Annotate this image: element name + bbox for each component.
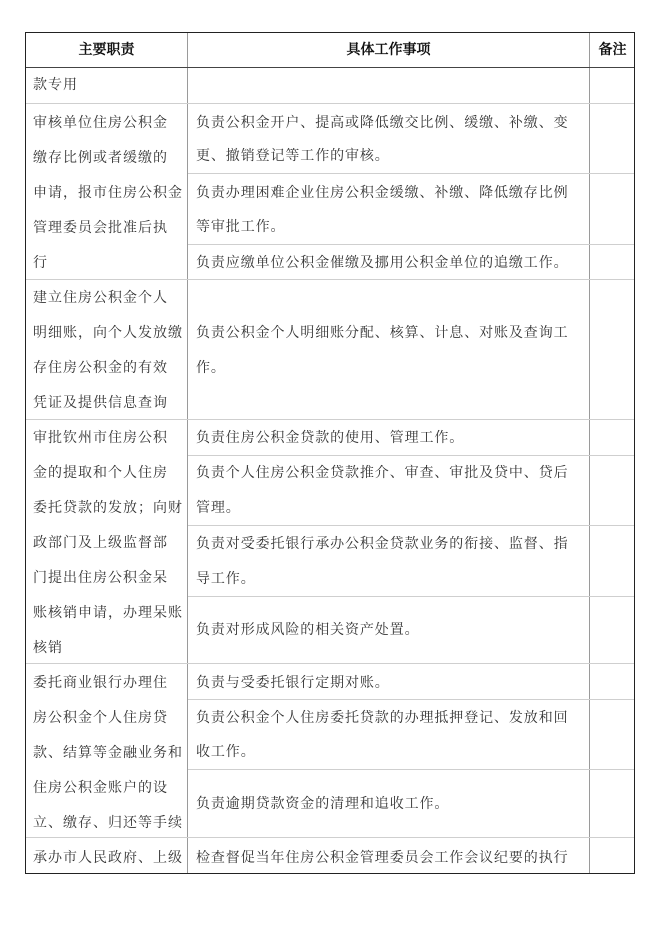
work-item-text: 负责个人住房公积金贷款推介、审查、审批及贷中、贷后 bbox=[196, 465, 569, 481]
duty-text: 住房公积金账户的设 bbox=[33, 780, 168, 796]
header-main-duty: 主要职责 bbox=[78, 42, 135, 58]
work-item-text: 收工作。 bbox=[196, 744, 256, 760]
duty-text: 立、缴存、归还等手续 bbox=[33, 815, 183, 831]
work-item-text: 负责公积金个人住房委托贷款的办理抵押登记、发放和回 bbox=[196, 710, 569, 726]
duty-text: 款专用 bbox=[33, 77, 78, 93]
duty-text: 申请，报市住房公积金 bbox=[33, 185, 183, 201]
duty-text: 核销 bbox=[33, 640, 63, 656]
work-item-text: 作。 bbox=[196, 360, 226, 376]
work-item-text: 负责公积金开户、提高或降低缴交比例、缓缴、补缴、变 bbox=[196, 115, 569, 131]
duty-text: 凭证及提供信息查询 bbox=[33, 395, 168, 411]
duty-text: 账核销申请，办理呆账 bbox=[33, 605, 183, 621]
column-divider bbox=[589, 33, 590, 873]
duty-text: 委托商业银行办理住 bbox=[33, 675, 168, 691]
duty-text: 审批钦州市住房公积 bbox=[33, 430, 168, 446]
duty-text: 金的提取和个人住房 bbox=[33, 465, 168, 481]
work-item-text: 负责住房公积金贷款的使用、管理工作。 bbox=[196, 430, 465, 446]
duty-text: 门提出住房公积金呆 bbox=[33, 570, 168, 586]
work-item-text: 等审批工作。 bbox=[196, 219, 286, 235]
work-item-text: 负责公积金个人明细账分配、核算、计息、对账及查询工 bbox=[196, 325, 569, 341]
duty-text: 存住房公积金的有效 bbox=[33, 360, 168, 376]
responsibility-table bbox=[25, 32, 635, 874]
duty-text: 明细账，向个人发放缴 bbox=[33, 325, 183, 341]
duty-text: 房公积金个人住房贷 bbox=[33, 710, 168, 726]
duty-text: 审核单位住房公积金 bbox=[33, 115, 168, 131]
work-item-text: 管理。 bbox=[196, 500, 241, 516]
duty-text: 款、结算等金融业务和 bbox=[33, 745, 183, 761]
work-item-text: 导工作。 bbox=[196, 571, 256, 587]
work-item-text: 负责对受委托银行承办公积金贷款业务的衔接、监督、指 bbox=[196, 536, 569, 552]
work-item-text: 负责对形成风险的相关资产处置。 bbox=[196, 622, 420, 638]
header-work-items: 具体工作事项 bbox=[346, 42, 431, 58]
duty-text: 行 bbox=[33, 255, 48, 271]
work-item-text: 负责与受委托银行定期对账。 bbox=[196, 675, 390, 691]
work-item-text: 更、撤销登记等工作的审核。 bbox=[196, 148, 390, 164]
work-item-text: 检查督促当年住房公积金管理委员会工作会议纪要的执行 bbox=[196, 850, 569, 866]
work-item-text: 负责应缴单位公积金催缴及挪用公积金单位的追缴工作。 bbox=[196, 255, 569, 271]
row-divider bbox=[26, 103, 634, 104]
duty-text: 委托贷款的发放；向财 bbox=[33, 500, 183, 516]
work-item-text: 负责办理困难企业住房公积金缓缴、补缴、降低缴存比例 bbox=[196, 185, 569, 201]
duty-text: 建立住房公积金个人 bbox=[33, 290, 168, 306]
duty-text: 缴存比例或者缓缴的 bbox=[33, 150, 168, 166]
duty-text: 管理委员会批准后执 bbox=[33, 220, 168, 236]
duty-text: 政部门及上级监督部 bbox=[33, 535, 168, 551]
duty-text: 承办市人民政府、上级 bbox=[33, 850, 183, 866]
work-item-text: 负责逾期贷款资金的清理和追收工作。 bbox=[196, 796, 450, 812]
header-remarks: 备注 bbox=[598, 42, 627, 58]
